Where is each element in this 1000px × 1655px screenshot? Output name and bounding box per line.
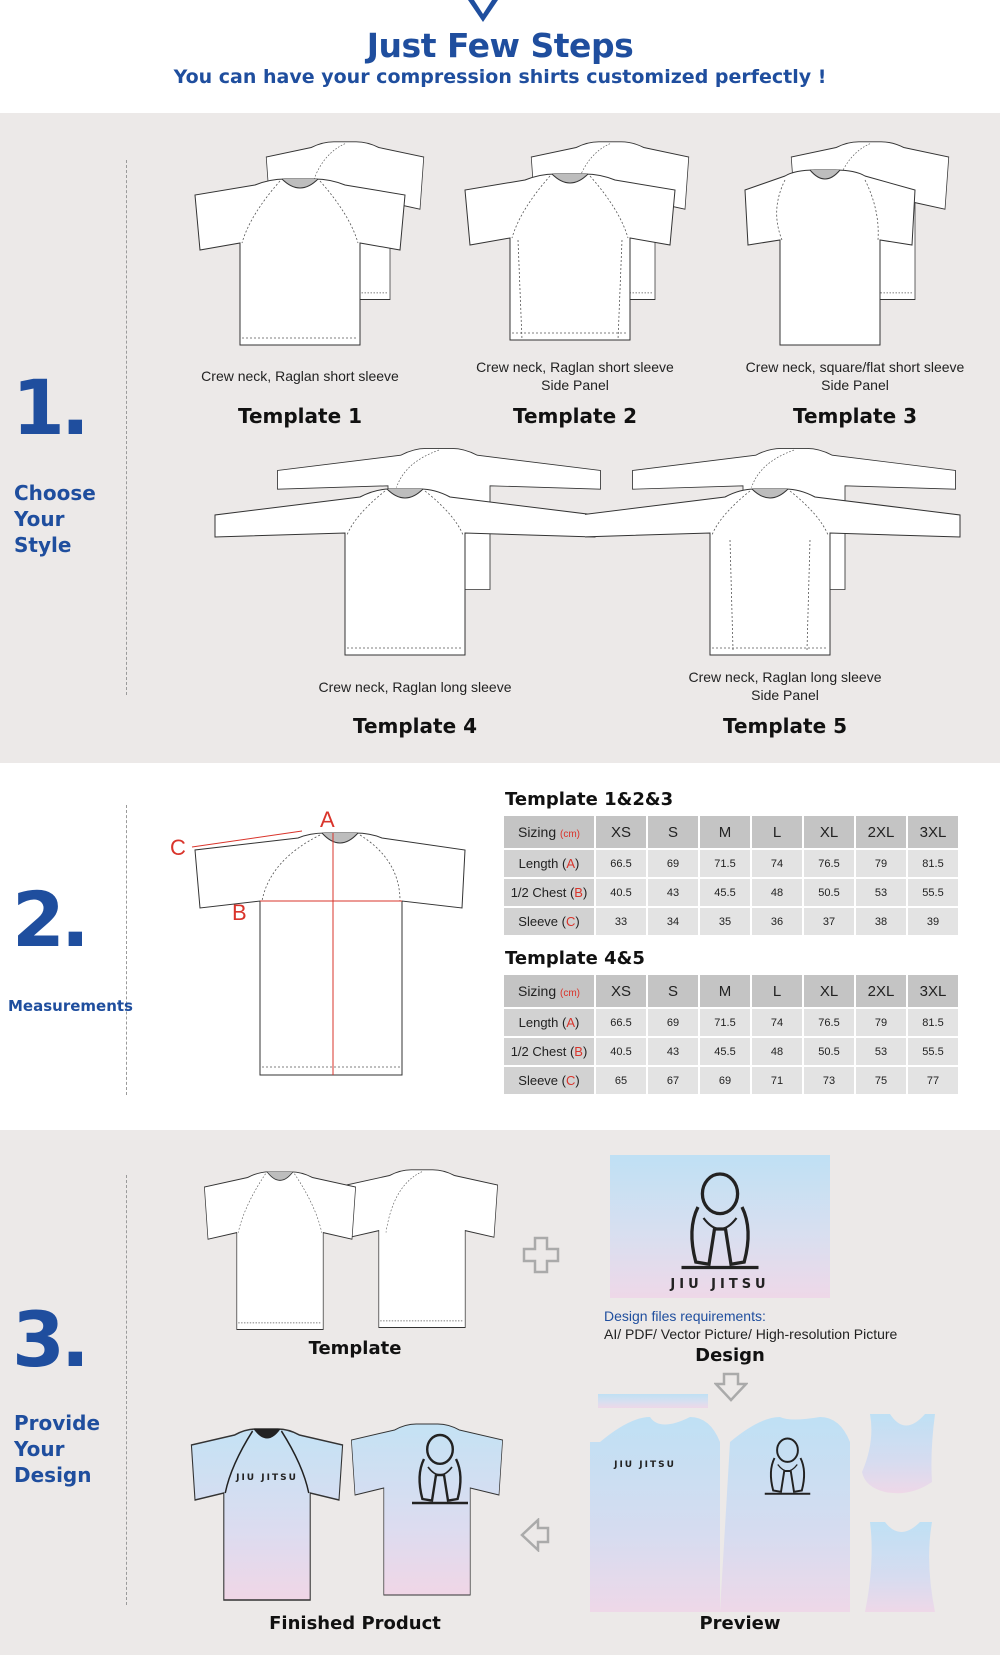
size-table-1 (502, 814, 960, 937)
table-row: Sleeve (C) 65 67 69 71 73 75 77 (504, 1067, 958, 1094)
template4-image[interactable] (210, 440, 630, 670)
table-header-row: Sizing (cm) XS S M L XL 2XL 3XL (504, 975, 958, 1007)
preview-pattern (580, 1412, 1000, 1620)
plus-icon (522, 1236, 560, 1274)
step2-divider (126, 805, 127, 1095)
step3-label: Provide Your Design (14, 1411, 101, 1487)
chevron-down-icon (468, 0, 498, 24)
step1-label: Choose Your Style (14, 481, 96, 557)
sizing-header: Sizing (cm) (504, 975, 594, 1007)
table-header-row: Sizing (cm) XS S M L XL 2XL 3XL (504, 816, 958, 848)
arrow-left-icon (520, 1518, 552, 1552)
table-row: Sleeve (C) 33 34 35 36 37 38 39 (504, 908, 958, 935)
design-artwork (610, 1155, 830, 1298)
template3-caption: Crew neck, square/flat short sleeve Side Panel (745, 359, 965, 393)
template1-image[interactable] (190, 130, 480, 360)
page-title: Just Few Steps (366, 26, 634, 65)
jiu-jitsu-logo (610, 1155, 830, 1298)
template2-image[interactable] (460, 130, 740, 360)
template5-name[interactable]: Template 5 (722, 714, 848, 738)
finished-product-caption: Finished Product (269, 1613, 441, 1634)
logo-text: JIU JITSU (670, 1277, 770, 1292)
label-b: B (232, 900, 247, 925)
template4-name[interactable]: Template 4 (352, 714, 478, 738)
design-req-formats: AI/ PDF/ Vector Picture/ High-resolution Picture (604, 1326, 898, 1342)
finished-product-image (190, 1415, 510, 1605)
template4-caption: Crew neck, Raglan long sleeve (318, 679, 512, 695)
template3-image[interactable] (730, 130, 1000, 360)
design-req-title: Design files requirements: (604, 1308, 766, 1324)
label-c: C (170, 835, 186, 860)
table2-title: Template 4&5 (505, 948, 645, 969)
template5-image[interactable] (585, 440, 1000, 670)
arrow-down-icon (714, 1372, 748, 1402)
step2-number: 2. (12, 875, 86, 964)
preview-caption: Preview (699, 1613, 781, 1634)
step3-template-caption: Template (308, 1338, 402, 1359)
table-row: Length (A) 66.5 69 71.5 74 76.5 79 81.5 (504, 1009, 958, 1036)
size-table-2 (502, 973, 960, 1096)
sizing-header: Sizing (cm) (504, 816, 594, 848)
template3-name[interactable]: Template 3 (792, 404, 918, 428)
finished-logo-text: JIU JITSU (236, 1473, 298, 1483)
template5-caption: Crew neck, Raglan long sleeve Side Panel (688, 669, 882, 703)
template2-name[interactable]: Template 2 (512, 404, 638, 428)
step3-number: 3. (12, 1295, 86, 1384)
label-a: A (320, 807, 335, 832)
step3-divider (126, 1175, 127, 1605)
template1-name[interactable]: Template 1 (237, 404, 363, 428)
template1-caption: Crew neck, Raglan short sleeve (201, 368, 399, 384)
table-row: Length (A) 66.5 69 71.5 74 76.5 79 81.5 (504, 850, 958, 877)
step3-template-image (200, 1160, 510, 1335)
table1-title: Template 1&2&3 (505, 789, 674, 810)
template2-caption: Crew neck, Raglan short sleeve Side Panel (476, 359, 674, 393)
preview-collar-piece (598, 1394, 708, 1408)
step1-number: 1. (12, 363, 86, 452)
step2-label: Measurements (8, 997, 133, 1015)
page-subtitle: You can have your compression shirts customized perfectly ! (173, 66, 827, 88)
preview-front-logo-text: JIU JITSU (614, 1460, 676, 1470)
step1-divider (126, 160, 127, 695)
table-row: 1/2 Chest (B) 40.5 43 45.5 48 50.5 53 55.5 (504, 1038, 958, 1065)
table-row: 1/2 Chest (B) 40.5 43 45.5 48 50.5 53 55.5 (504, 879, 958, 906)
design-caption: Design (695, 1345, 765, 1366)
measurement-diagram (170, 805, 480, 1085)
